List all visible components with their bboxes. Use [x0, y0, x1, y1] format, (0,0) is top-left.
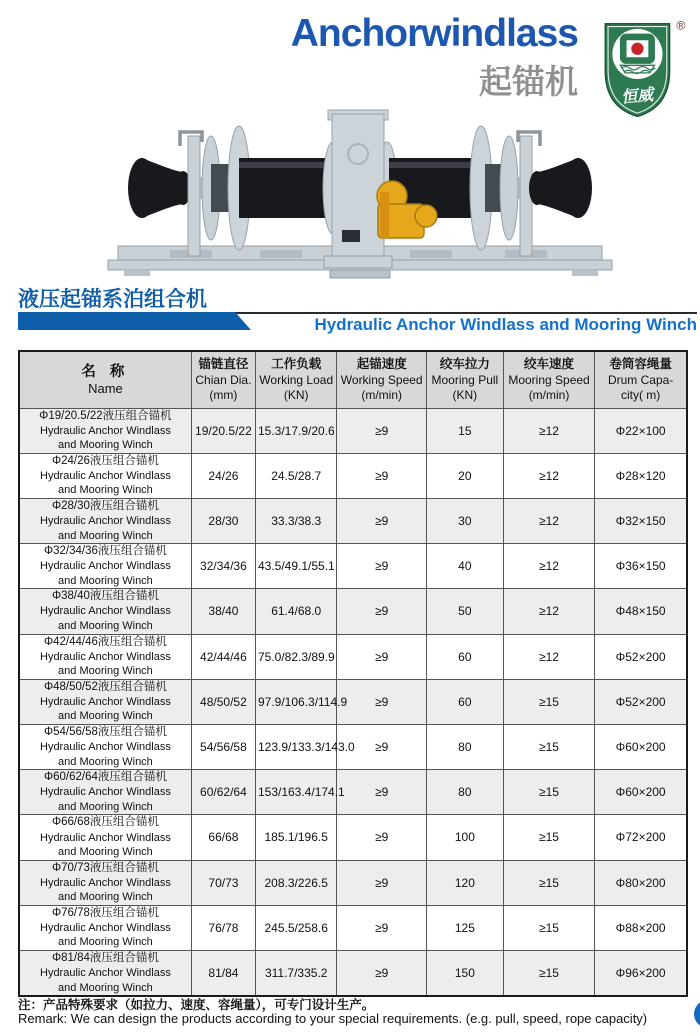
product-name-cell: Φ32/34/36液压组合锚机 Hydraulic Anchor Windlass and Mooring Winch [19, 544, 191, 589]
spec-value-cell: ≥9 [337, 724, 427, 769]
spec-row [19, 950, 687, 996]
spec-value-cell: ≥15 [503, 815, 595, 860]
spec-value-cell: Φ36×150 [595, 544, 687, 589]
spec-value-cell: 123.9/133.3/143.0 [255, 724, 336, 769]
logo-red-dot [631, 43, 643, 55]
spec-value-cell: 28/30 [191, 498, 255, 543]
spec-row [19, 498, 687, 543]
spec-value-cell: 208.3/226.5 [255, 860, 336, 905]
spec-value-cell: 153/163.4/174.1 [255, 770, 336, 815]
spec-value-cell: ≥9 [337, 770, 427, 815]
spec-value-cell: 100 [426, 815, 503, 860]
product-name-cell: Φ48/50/52液压组合锚机 Hydraulic Anchor Windlass and Mooring Winch [19, 679, 191, 724]
spec-value-cell: 48/50/52 [191, 679, 255, 724]
column-header: 卷筒容绳量 Drum Capa- city( m) [595, 351, 687, 408]
spec-value-cell: ≥15 [503, 679, 595, 724]
spec-value-cell: 30 [426, 498, 503, 543]
spec-value-cell: Φ60×200 [595, 770, 687, 815]
page-title-chinese: 起锚机 [479, 63, 578, 100]
spec-value-cell: 120 [426, 860, 503, 905]
spec-value-cell: 97.9/106.3/114.9 [255, 679, 336, 724]
column-header: 工作负载 Working Load (KN) [255, 351, 336, 408]
spec-row [19, 815, 687, 860]
note-chinese: 注：产品特殊要求（如拉力、速度、容绳量），可专门设计生产。 [18, 998, 375, 1012]
spec-value-cell: Φ60×200 [595, 724, 687, 769]
spec-value-cell: 80 [426, 724, 503, 769]
spec-row [19, 634, 687, 679]
spec-value-cell: 311.7/335.2 [255, 950, 336, 996]
spec-value-cell: ≥12 [503, 408, 595, 453]
spec-value-cell: 15 [426, 408, 503, 453]
column-header: 绞车拉力 Mooring Pull (KN) [426, 351, 503, 408]
spec-value-cell: 125 [426, 905, 503, 950]
spec-value-cell: ≥15 [503, 860, 595, 905]
spec-value-cell: 185.1/196.5 [255, 815, 336, 860]
spec-value-cell: 24.5/28.7 [255, 453, 336, 498]
spec-value-cell: ≥15 [503, 770, 595, 815]
spec-value-cell: 80 [426, 770, 503, 815]
spec-value-cell: 75.0/82.3/89.9 [255, 634, 336, 679]
product-name-cell: Φ81/84液压组合锚机 Hydraulic Anchor Windlass and Mooring Winch [19, 950, 191, 996]
spec-value-cell: 15.3/17.9/20.6 [255, 408, 336, 453]
spec-value-cell: ≥9 [337, 815, 427, 860]
spec-value-cell: 245.5/258.6 [255, 905, 336, 950]
spec-value-cell: ≥12 [503, 544, 595, 589]
spec-value-cell: Φ52×200 [595, 634, 687, 679]
product-name-cell: Φ76/78液压组合锚机 Hydraulic Anchor Windlass and Mooring Winch [19, 905, 191, 950]
spec-value-cell: ≥12 [503, 453, 595, 498]
spec-value-cell: Φ88×200 [595, 905, 687, 950]
spec-value-cell: ≥9 [337, 498, 427, 543]
spec-value-cell: ≥9 [337, 905, 427, 950]
spec-value-cell: ≥9 [337, 860, 427, 905]
spec-row [19, 679, 687, 724]
spec-value-cell: Φ72×200 [595, 815, 687, 860]
spec-table [18, 350, 688, 997]
product-name-cell: Φ24/26液压组合锚机 Hydraulic Anchor Windlass and Mooring Winch [19, 453, 191, 498]
spec-value-cell: ≥12 [503, 634, 595, 679]
column-header: 绞车速度 Mooring Speed (m/min) [503, 351, 595, 408]
spec-value-cell: Φ48×150 [595, 589, 687, 634]
spec-value-cell: Φ80×200 [595, 860, 687, 905]
spec-value-cell: Φ96×200 [595, 950, 687, 996]
spec-value-cell: ≥15 [503, 905, 595, 950]
column-header: 名 称 Name [19, 351, 191, 408]
registered-trademark-icon: ® [676, 18, 686, 33]
spec-value-cell: 76/78 [191, 905, 255, 950]
spec-value-cell: ≥15 [503, 950, 595, 996]
spec-row [19, 724, 687, 769]
column-header: 锚链直径 Chian Dia. (mm) [191, 351, 255, 408]
spec-value-cell: 150 [426, 950, 503, 996]
product-name-cell: Φ70/73液压组合锚机 Hydraulic Anchor Windlass and Mooring Winch [19, 860, 191, 905]
section-accent-bar [18, 312, 251, 330]
spec-value-cell: 33.3/38.3 [255, 498, 336, 543]
spec-value-cell: 81/84 [191, 950, 255, 996]
spec-value-cell: 24/26 [191, 453, 255, 498]
section-heading-english: Hydraulic Anchor Windlass and Mooring Winch [314, 315, 697, 334]
spec-value-cell: Φ32×150 [595, 498, 687, 543]
product-name-cell: Φ42/44/46液压组合锚机 Hydraulic Anchor Windlass and Mooring Winch [19, 634, 191, 679]
product-name-cell: Φ19/20.5/22液压组合锚机 Hydraulic Anchor Windlass and Mooring Winch [19, 408, 191, 453]
product-photo [80, 100, 640, 285]
product-name-cell: Φ60/62/64液压组合锚机 Hydraulic Anchor Windlass and Mooring Winch [19, 770, 191, 815]
spec-table-body [19, 408, 687, 996]
note-english: Remark: We can design the products according to your special requirements. (e.g. pull, speed, rope capacity) [18, 1011, 648, 1026]
spec-value-cell: ≥9 [337, 453, 427, 498]
spec-value-cell: 61.4/68.0 [255, 589, 336, 634]
spec-row [19, 589, 687, 634]
spec-value-cell: ≥9 [337, 679, 427, 724]
spec-value-cell: 66/68 [191, 815, 255, 860]
spec-value-cell: 43.5/49.1/55.1 [255, 544, 336, 589]
spec-value-cell: ≥9 [337, 634, 427, 679]
spec-row [19, 770, 687, 815]
spec-value-cell: 60/62/64 [191, 770, 255, 815]
spec-row [19, 860, 687, 905]
spec-row [19, 905, 687, 950]
spec-value-cell: ≥9 [337, 408, 427, 453]
product-name-cell: Φ66/68液压组合锚机 Hydraulic Anchor Windlass and Mooring Winch [19, 815, 191, 860]
section-heading-chinese: 液压起锚系泊组合机 [18, 288, 207, 311]
page-number-bubble [694, 1000, 700, 1028]
product-name-cell: Φ38/40液压组合锚机 Hydraulic Anchor Windlass and Mooring Winch [19, 589, 191, 634]
spec-value-cell: Φ52×200 [595, 679, 687, 724]
spec-row [19, 408, 687, 453]
spec-value-cell: 38/40 [191, 589, 255, 634]
product-name-cell: Φ54/56/58液压组合锚机 Hydraulic Anchor Windlass and Mooring Winch [19, 724, 191, 769]
spec-value-cell: Φ22×100 [595, 408, 687, 453]
spec-value-cell: 40 [426, 544, 503, 589]
logo-brand-text: 恒威 [620, 85, 655, 107]
spec-value-cell: ≥12 [503, 498, 595, 543]
column-header: 起锚速度 Working Speed (m/min) [337, 351, 427, 408]
spec-value-cell: 19/20.5/22 [191, 408, 255, 453]
spec-value-cell: ≥15 [503, 724, 595, 769]
page-title: Anchorwindlass [290, 12, 578, 55]
spec-value-cell: 50 [426, 589, 503, 634]
spec-value-cell: ≥12 [503, 589, 595, 634]
spec-value-cell: 20 [426, 453, 503, 498]
spec-row [19, 453, 687, 498]
product-name-cell: Φ28/30液压组合锚机 Hydraulic Anchor Windlass and Mooring Winch [19, 498, 191, 543]
spec-value-cell: 54/56/58 [191, 724, 255, 769]
windlass-machine-illustration [80, 100, 640, 285]
spec-row [19, 544, 687, 589]
spec-value-cell: 60 [426, 634, 503, 679]
spec-table-header-row [19, 351, 687, 408]
spec-value-cell: 32/34/36 [191, 544, 255, 589]
spec-value-cell: Φ28×120 [595, 453, 687, 498]
spec-value-cell: 42/44/46 [191, 634, 255, 679]
spec-value-cell: 60 [426, 679, 503, 724]
spec-value-cell: ≥9 [337, 950, 427, 996]
spec-value-cell: 70/73 [191, 860, 255, 905]
spec-value-cell: ≥9 [337, 589, 427, 634]
spec-value-cell: ≥9 [337, 544, 427, 589]
